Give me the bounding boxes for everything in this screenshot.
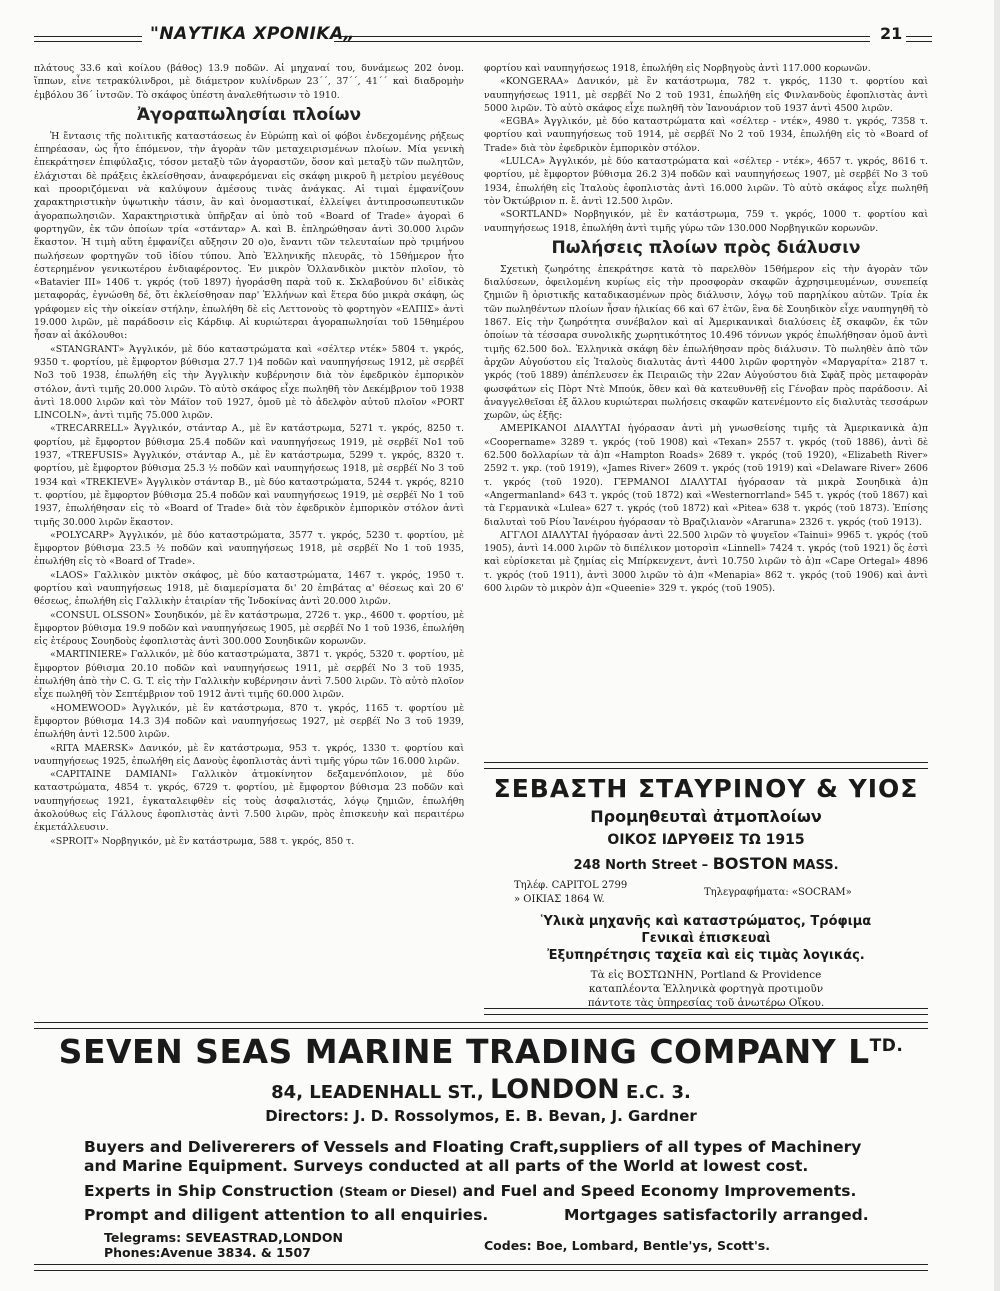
header-rule-middle	[334, 36, 870, 42]
bigad-city: LONDON	[489, 1074, 620, 1105]
ad-note	[484, 968, 928, 1010]
ad-tel-2: 1864 W.	[564, 894, 605, 905]
advertisement-seven-seas	[34, 1022, 928, 1272]
paragraph: Σχετικὴ ζωηρότης ἐπεκράτησε κατὰ τὸ παρελθὸν 15θήμερον εἰς τὴν ἀγορὰν τῶν διαλύσεων, ὀφειλομένη κυρίως εἰς τὴν προσφορὰν σκαφῶν ἀχρησιμευμένων, συνεπείᾳ ζημιῶν ἢ ὁριστικῆς καταδικασμένων πρὸς διάλυσιν, λόγῳ τοῦ παρηλίκου αὐτῶν. Τρία ἐκ τῶν πωληθέντων πλοίων ἦσαν ἡλικίας 66 καὶ 67 ἐτῶν, ἓνα δὲ Σουηδικὸν εἶχε ναυπηγηθῆ τὸ 1867. Εἰς τὴν ζωηρότητα συνέβαλον καὶ αἱ Ἀμερικανικαὶ διαλύσεις ἐξ σκαφῶν, ἐκ τῶν ὁποίων τὰ τέσσαρα συνολικῆς χωρητικότητος 10.496 τόννων γκρός ἐπωλήθησαν ὁμοῦ ἀντὶ τιμῆς 62.500 δολ. Ἑλληνικὰ σκάφη δὲν ἐπωλήθησαν πρὸς διάλυσιν. Τὸ πωληθὲν ἀπὸ τῶν ἀρχῶν Αὐγούστου εἰς Ἰταλοὺς διαλυτὰς ἀντὶ 4400 λιρῶν φορτηγὸν «Μαργαρίτα» 2187 τ. γκρός (τοῦ 1889) ἀπέπλευσεν ἐκ Πειραιῶς τὴν 22αν Αὐγούστου διὰ Σφὰξ πρὸς μεταφορὰν φωσφάτων εἰς Πὸρτ Ντὲ Μπούκ, ὅθεν καὶ θὰ κατευθυνθῇ εἰς Γένοβαν πρὸς παράδοσιν. Αἱ ἀναγγελθεῖσαι ἐξ ἄλλου κυριώτεραι πωλήσεις σκαφῶν κατενέμοντο εἰς διαλυτὰς τεσσάρων χωρῶν, ὡς ἑξῆς:	[484, 263, 928, 422]
bigad-rule-bottom	[34, 1264, 928, 1271]
section-heading-scrapping: Πωλήσεις πλοίων πρὸς διάλυσιν	[551, 237, 861, 258]
right-column	[484, 62, 928, 757]
advertisement-stavrinou	[484, 762, 928, 1016]
ad-founded: ΟΙΚΟΣ ΙΔΡΥΘΕΙΣ ΤΩ 1915	[607, 832, 805, 848]
paragraph: «TRECARRELL» Ἀγγλικόν, στάνταρ Α., μὲ ἓν κατάστρωμα, 5271 τ. γκρός, 8250 τ. φορτίου, μὲ ἔμφορτον βύθισμα 25.4 ποδῶν καὶ ναυπηγήσεως 1919, μὲ σερβέϊ Νο1 τοῦ 1937, «TREFUSIS» Ἀγγλικόν, στάνταρ Α., μὲ ἓν κατάστρωμα, 5299 τ. γκρός, 8320 τ. φορτίου, μὲ ἔμφορτον βύθισμα 25.3 ½ ποδῶν καὶ ναυπηγήσεως 1918, μὲ σερβέϊ Νο 3 τοῦ 1934 καὶ «TREKIEVE» Ἀγγλικὸν στάνταρ Β., μὲ δύο καταστρώματα, 5244 τ. γκρός, 8210 τ. φορτίου, μὲ ἔμφορτον βύθισμα 25.4 ποδῶν καὶ ναυπηγήσεως 1919, μὲ σερβέϊ Νο 1 τοῦ 1937, ἐπωλήθησαν εἰς τὸ «Board of Trade» διὰ τὸν ἐφεδρικὸν ἐμπορικὸν στόλον ἀντὶ τιμῆς 30.000 λιρῶν ἕκαστον.	[34, 423, 464, 528]
bigad-company-name	[34, 1032, 928, 1071]
bigad-telegrams	[104, 1230, 343, 1260]
ad-content	[484, 772, 928, 1009]
paragraph: «SORTLAND» Νορβηγικόν, μὲ ἓν κατάστρωμα, 759 τ. γκρός, 1000 τ. φορτίου καὶ ναυπηγήσεως 1918, ἐπωλήθη ἀντὶ τιμῆς γύρω τῶν 130.000 Νορβηγικῶν κορωνῶν.	[484, 209, 928, 234]
bigad-telegram-line: Telegrams: SEVEASTRAD,LONDON	[104, 1230, 343, 1245]
paragraph: «LAOS» Γαλλικὸν μικτὸν σκάφος, μὲ δύο καταστρώματα, 1467 τ. γκρός, 1950 τ. φορτίου καὶ ναυπηγήσεως 1918, μὲ διαμερίσματα δι' 20 ἐπιβάτας α' θέσεως καὶ 20 6' θέσεως, ἐπωλήθη εἰς Γαλλικὴν ἑταιρίαν τῆς Ἰνδοκίνας ἀντὶ 20.000 λιρῶν.	[34, 569, 464, 608]
paragraph: ΑΜΕΡΙΚΑΝΟΙ ΔΙΑΛΥΤΑΙ ἠγόρασαν ἀντὶ μὴ γνωσθείσης τιμῆς τὰ Ἀμερικανικὰ ἀ)π «Coopername» 3289 τ. γκρός (τοῦ 1908) καὶ «Texan» 2557 τ. γκρός (τοῦ 1886), ἀντὶ δὲ 62.500 δολλαρίων τὰ ἀ)π «Hampton Roads» 2689 τ. γκρός (τοῦ 1920), «Elizabeth River» 2592 τ. γκρ. (τοῦ 1919), «James River» 2609 τ. γκρός (τοῦ 1919) καὶ «Delaware River» 2606 τ. γκρός (τοῦ 1920). ΓΕΡΜΑΝΟΙ ΔΙΑΛΥΤΑΙ ἠγόρασαν τὰ μικρὰ Σουηδικὰ ἀ)π «Angermanland» 643 τ. γκρός (τοῦ 1872) καὶ «Westernorrland» 545 τ. γκρός (τοῦ 1867) καὶ τὰ Γερμανικὰ «Lulea» 627 τ. γκρός (τοῦ 1872) καὶ «Pitea» 638 τ. γκρός (τοῦ 1873). Ἐπίσης διαλυταὶ τοῦ Ρίου Ἰανέιρου ἠγόρασαν τὸ Βραζιλιανὸν «Ararunа» 2326 τ. γκρός (τοῦ 1913).	[484, 423, 928, 528]
ad-tel-2-prefix: » ΟΙΚΙΑΣ	[514, 894, 562, 905]
header-rule-right	[906, 36, 932, 42]
paragraph: «HOMEWOOD» Ἀγγλικόν, μὲ ἓν κατάστρωμα, 870 τ. γκρός, 1165 τ. φορτίου μὲ ἔμφορτον βύθισμα 14.3 3)4 ποδῶν καὶ ναυπηγήσεως 1927, μὲ σερβέϊ Νο 3 τοῦ 1939, ἐπωλήθη ἀντὶ 12.500 λιρῶν.	[34, 702, 464, 741]
ad-rule-bottom	[484, 1008, 928, 1015]
ad-street: 248 North Street –	[573, 858, 709, 873]
ad-city: BOSTON	[712, 854, 788, 873]
ad-state: MASS.	[792, 858, 839, 873]
bigad-address	[34, 1074, 928, 1105]
bigad-postcode: E.C. 3.	[626, 1082, 691, 1103]
paragraph-continuation: φορτίου καὶ ναυπηγήσεως 1918, ἐπωλήθη εἰς Νορβηγοὺς ἀντὶ 117.000 κορωνῶν.	[484, 63, 871, 74]
ad-rule-top	[484, 762, 928, 769]
paragraph: «MARTINIERE» Γαλλικόν, μὲ δύο καταστρώματα, 3871 τ. γκρός, 5320 τ. φορτίου, μὲ ἔμφορτον βύθισμα 20.10 ποδῶν καὶ ναυπηγήσεως 1911, μὲ σερβέϊ Νο 3 τοῦ 1935, ἐπωλήθη ἀπὸ τὴν C. G. T. εἰς τὴν Γαλλικὴν κυβέρνησιν ἀντὶ 7.500 λιρῶν. Τὸ αὐτὸ πλοῖον εἶχε πωληθῆ τὸν Σεπτέμβριον τοῦ 1912 ἀντὶ τιμῆς 60.000 λιρῶν.	[34, 649, 464, 701]
paragraph: «CAPITAINE DAMIANI» Γαλλικὸν ἀτμοκίνητον δεξαμενόπλοιον, μὲ δύο καταστρώματα, 4854 τ. γκρός, 6729 τ. φορτίου, μὲ ἔμφορτον βύθισμα 23 ποδῶν καὶ ναυπηγήσεως 1921, ἐγκαταλειφθὲν εἰς τοὺς ἀσφαλιστάς, λόγῳ ζημιῶν, ἐπωλήθη ἀκολούθως εἰς Γάλλους ἐφοπλιστὰς ἀντὶ 7.500 λιρῶν, πρὸς ἐπισκευὴν καὶ περαιτέρω ἐκμετάλλευσιν.	[34, 769, 464, 834]
ad-tel-1: CAPITOL 2799	[551, 880, 628, 891]
paragraph: «KONGERAA» Δανικόν, μὲ ἓν κατάστρωμα, 782 τ. γκρός, 1130 τ. φορτίου καὶ ναυπηγήσεως 1911, μὲ σερβέϊ Νο 2 τοῦ 1931, ἐπωλήθη εἰς Φινλανδοὺς ἐφοπλιστὰς ἀντὶ 5000 λιρῶν. Τὸ αὐτὸ σκάφος εἶχε πωληθῆ τὸν Ἰανουάριον τοῦ 1937 ἀντὶ 4500 λιρῶν.	[484, 76, 928, 114]
bigad-directors: Directors: J. D. Rossolymos, E. B. Bevan, J. Gardner	[265, 1107, 697, 1125]
ad-note-line: Τὰ εἰς ΒΟΣΤΩΝΗΝ, Portland & Providence	[590, 969, 822, 981]
paragraph: ΑΓΓΛΟΙ ΔΙΑΛΥΤΑΙ ἠγόρασαν ἀντὶ 22.500 λιρῶν τὸ ψυγεῖον «Tainui» 9965 τ. γκρός (τοῦ 1905), ἀντὶ 14.000 λιρῶν τὸ διπέλικον μοτορσὶπ «Linnell» 7424 τ. γκρός (τοῦ 1921) ὅς ἐστὶ καὶ εὑρίσκεται μὲ ζημίας εἰς Μπίρκενχεντ, ἀντὶ 10.750 λιρῶν τὸ ἀ)π «Cape Ortegal» 4896 τ. γκρός (τοῦ 1911), ἀντὶ 3000 λιρῶν τὸ ἀ)π «Menapia» 862 τ. γκρός (τοῦ 1906) καὶ ἀντὶ 600 λιρῶν τὸ μικρὸν ἀ)π «Queenie» 329 τ. γκρός (τοῦ 1905).	[484, 529, 928, 594]
paragraph: «RITA MAERSK» Δανικόν, μὲ ἓν κατάστρωμα, 953 τ. γκρός, 1330 τ. φορτίου καὶ ναυπηγήσεως 1925, ἐπωλήθη εἰς Δανοὺς ἐφοπλιστὰς ἀντὶ τιμῆς γύρω τῶν 16.000 λιρῶν.	[34, 742, 464, 767]
bigad-street: 84, LEADENHALL ST.,	[271, 1082, 484, 1103]
page-number: 21	[880, 24, 903, 43]
ad-note-line: πάντοτε τὰς ὑπηρεσίας τοῦ ἀνωτέρω Οἴκου.	[587, 997, 825, 1009]
paragraph: «SPROIT» Νορβηγικόν, μὲ ἓν κατάστρωμα, 588 τ. γκρός, 850 τ.	[50, 835, 355, 847]
paragraph: «STANGRANT» Ἀγγλικόν, μὲ δύο καταστρώματα καὶ «σέλτερ ντέκ» 5804 τ. γκρός, 9350 τ. φορτίου, μὲ ἔμφορτον βύθισμα 27.7 1)4 ποδῶν καὶ ναυπηγήσεως 1912, μὲ σερβέϊ Νο3 τοῦ 1938, ἐπωλήθη εἰς τὴν Ἀγγλικὴν κυβέρνησιν διὰ τὸν ἐφεδρικὸν ἐμπορικὸν στόλον, ἀντὶ τιμῆς 20.000 λιρῶν. Τὸ αὐτὸ σκάφος εἶχε πωληθῆ τὸν Δεκέμβριον τοῦ 1938 ἀντὶ 18.000 λιρῶν καὶ τὸν Μάϊον τοῦ 1927, ὁμοῦ μὲ τὸ ἀδελφὸν αὐτοῦ πλοῖον «PORT LINCOLN», ἀντὶ τιμῆς 75.000 λιρῶν.	[34, 343, 464, 422]
header-rule-left	[34, 36, 142, 42]
bigad-rule-top	[34, 1022, 928, 1029]
ad-service-line: Ὑλικὰ μηχανῆς καὶ καταστρώματος, Τρόφιμα	[540, 914, 872, 929]
bigad-construction-b: (Steam or Diesel)	[339, 1185, 458, 1199]
bigad-codes: Codes: Boe, Lombard, Bentle'ys, Scott's.	[484, 1238, 770, 1253]
bigad-company-sup: TD.	[869, 1036, 904, 1056]
intro-paragraph: πλάτους 33.6 καὶ κοίλου (βάθος) 13.9 ποδῶν. Αἱ μηχαναί του, δυνάμεως 202 ὀνομ. ἵππων, εἶνε τετρακύλινδροι, μὲ διάμετρον κυλίνδρων 23΄΄, 37΄΄, 41΄΄ καὶ διαδρομὴν ἐμβόλου 36΄ ἰντσῶν. Τὸ σκάφος ὑπέστη ἀναλεθήτωσιν τὸ 1910.	[34, 63, 464, 101]
ad-service-line: Ἐξυπηρέτησις ταχεῖα καὶ εἰς τιμὰς λογικάς.	[547, 948, 865, 963]
bigad-phones-line: Phones:Avenue 3834. & 1507	[104, 1245, 311, 1260]
ad-tel-label: Τηλέφ.	[514, 880, 549, 891]
ad-telephones	[514, 879, 928, 907]
paragraph: «POLYCARP» Ἀγγλικόν, μὲ δύο καταστρώματα, 3577 τ. γκρός, 5230 τ. φορτίου, μὲ ἔμφορτον βύθισμα 23.5 ½ ποδῶν καὶ ναυπηγήσεως 1918, μὲ σερβέϊ Νο 1 τοῦ 1935, ἐπωλήθη εἰς τὸ «Board of Trade».	[34, 529, 464, 568]
paragraph: Ἡ ἔντασις τῆς πολιτικῆς καταστάσεως ἐν Εὐρώπῃ καὶ οἱ φόβοι ἐνδεχομένης ρήξεως ἐπηρέασαν, ὡς ἦτο ἑπόμενον, τὴν ἀγορὰν τῶν μεταχειρισμένων πλοίων. Μία γενικὴ ἐπεκράτησεν ἐπιφύλαξις, τόσον μεταξὺ τῶν ἀγοραστῶν, ὅσον καὶ μεταξὺ τῶν πωλητῶν, ἐλάχισται δὲ πράξεις ἐκλείσθησαν, ἀναφερόμεναι εἰς σκάφη μικροῦ ἢ μετρίου μεγέθους καὶ προοριζόμεναι νὰ καλύψουν ἀμέσους τινὰς ἀνάγκας. Αἱ τιμαὶ ἐμφανίζουν χαρακτηριστικὴν ὑψωτικὴν τάσιν, ἂν καὶ ὀνομαστικαί, ἐλλείψει ἀντιπροσωπευτικῶν ἀγοραπωλησιῶν. Χαρακτηριστικὰ ὑπῆρξαν αἱ ὑπὸ τοῦ «Board of Trade» ἀγοραὶ 6 φορτηγῶν, ἐκ τῶν ὁποίων τρία «στάνταρ» Α. καὶ Β. ἐπληρώθησαν ἀντὶ 30.000 λιρῶν ἕκαστον. Ἡ τιμὴ αὕτη ἐμφανίζει αὔξησιν 20 ο)ο, ἔναντι τῶν τελευταίων πρὸ τριμήνου πωλήσεων φορτηγῶν τοῦ ἰδίου τύπου. Ἀπὸ Ἑλληνικῆς πλευρᾶς, τὸ 15θήμερον ἦτο ἐστερημένον γενικωτέρου ἐνδιαφέροντος. Ἐν μικρὸν Ὁλλανδικὸν μικτὸν πλοῖον, τὸ «Batavier III» 1406 τ. γκρός (τοῦ 1897) ἠγοράσθη παρὰ τοῦ κ. Σκλαβούνου δι' εἰδικὰς μεταφοράς, ἐγνώσθη δέ, ὅτι ἐκλείσθησαν παρ' Ἑλλήνων καὶ ἕτερα δύο μικρὰ σκάφη, ὡς γράφομεν εἰς τὴν οἰκείαν στήλην, ἐπωλήθη δὲ εἰς Λεττονοὺς τὸ φορτηγὸν «ΕΛΠΙΣ» ἀντὶ 19.000 λιρῶν, μὲ παράδοσιν εἰς Κάρδιφ. Αἱ κυριώτεραι ἀγοραπωλησίαι τοῦ 15θημέρου ἦσαν αἱ ἀκόλουθοι:	[34, 130, 464, 342]
section-heading-sales: Ἀγοραπωλησίαι πλοίων	[136, 104, 362, 125]
bigad-construction-a: Experts in Ship Construction	[84, 1182, 334, 1200]
bigad-construction-c: and Fuel and Speed Economy Improvements.	[462, 1182, 857, 1200]
ad-note-line: καταπλέοντα Ἑλληνικὰ φορτηγὰ προτιμοῦν	[588, 983, 824, 995]
bigad-company-text: SEVEN SEAS MARINE TRADING COMPANY L	[58, 1032, 870, 1071]
left-column	[34, 62, 464, 882]
bigad-prompt: Prompt and diligent attention to all enquiries.	[84, 1206, 489, 1224]
ad-tagline: Προμηθευταὶ ἀτμοπλοίων	[590, 807, 822, 826]
bigad-services: Buyers and Delivererers of Vessels and Floating Craft,suppliers of all types of Machinery and Marine Equipment. Surveys conducted at all parts of the World at lowest cost.	[84, 1138, 862, 1175]
ad-company-name: ΣΕΒΑΣΤΗ ΣΤΑΥΡΙΝΟΥ & ΥΙΟΣ	[493, 774, 919, 803]
ad-telegram: Τηλεγραφήματα: «SOCRAM»	[704, 887, 852, 898]
page-edge	[994, 0, 1000, 1291]
bigad-mortgages: Mortgages satisfactorily arranged.	[564, 1206, 869, 1224]
paragraph: «EGBA» Ἀγγλικόν, μὲ δύο καταστρώματα καὶ «σέλτερ - ντέκ», 4980 τ. γκρός, 7358 τ. φορτίου καὶ ναυπηγήσεως τοῦ 1914, μὲ σερβέϊ Νο 2 τοῦ 1934, ἐπωλήθη εἰς τὸ «Board of Trade» διὰ τὸν ἐφεδρικὸν ἐμπορικὸν στόλον.	[484, 116, 928, 154]
ad-address	[484, 854, 928, 873]
ad-services	[484, 913, 928, 964]
paragraph: «LULCA» Ἀγγλικόν, μὲ δύο καταστρώματα καὶ «σέλτερ - ντέκ», 4657 τ. γκρός, 8616 τ. φορτίου, μὲ ἔμφορτον βύθισμα 26.2 3)4 ποδῶν καὶ ναυπηγήσεως 1907, μὲ σερβέϊ Νο 3 τοῦ 1934, ἐπωλήθη εἰς Ἰταλοὺς ἐφοπλιστὰς ἀντὶ 16.000 λιρῶν. Τὸ αὐτὸ σκάφος εἶχε πωληθῆ τὸν Ὀκτώβριον π. ἔ. ἀντὶ 12.500 λιρῶν.	[484, 156, 928, 207]
bigad-construction	[84, 1182, 894, 1200]
journal-title: "ΝΑΥΤΙΚΑ ΧΡΟΝΙΚΑ„	[150, 24, 356, 44]
ad-service-line: Γενικαὶ ἐπισκευαὶ	[641, 931, 771, 946]
paragraph: «CONSUL OLSSON» Σουηδικόν, μὲ ἓν κατάστρωμα, 2726 τ. γκρ., 4600 τ. φορτίου, μὲ ἔμφορτον βύθισμα 19.9 ποδῶν καὶ ναυπηγήσεως 1905, μὲ σερβέϊ Νο 1 τοῦ 1936, ἐπωλήθη εἰς ἑτέρους Σουηδοὺς ἐφοπλιστὰς ἀντὶ 300.000 Σουηδικῶν κορωνῶν.	[34, 609, 464, 648]
page-header	[34, 24, 932, 52]
